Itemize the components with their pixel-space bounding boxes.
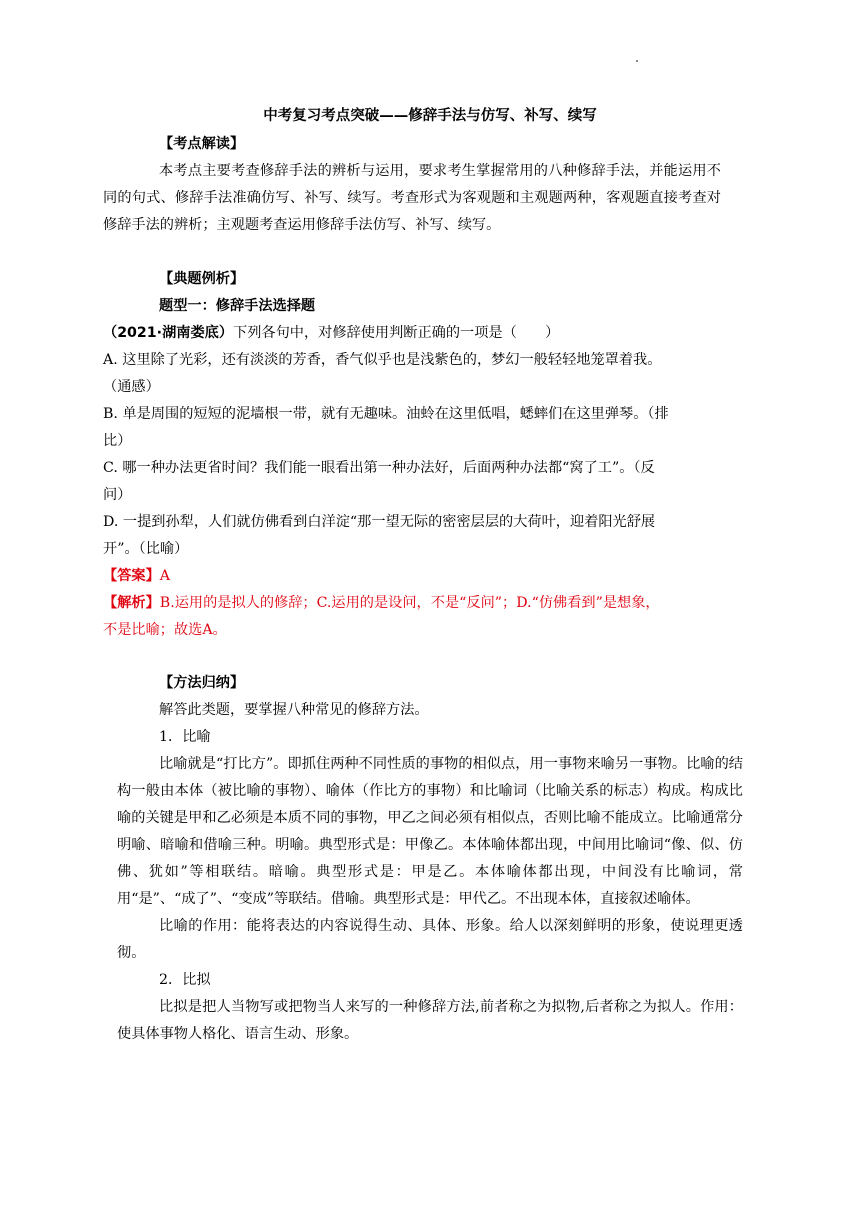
option-a-line2: （通感） (103, 379, 160, 395)
option-b-line1: B. 单是周围的短短的泥墙根一带，就有无趣味。油蛉在这里低唱，蟋蟀们在这里弹琴。（排 (103, 406, 669, 422)
section1-paragraph: 本考点主要考查修辞手法的辨析与运用，要求考生掌握常用的八种修辞手法，并能运用不同的句式、修辞手法准确仿写、补写、续写。考查形式为客观题和主观题两种，客观题直接考查对修辞手法的辨析；主观题考查运用修辞手法仿写、补写、续写。 (103, 163, 721, 233)
analysis-line1 (103, 590, 743, 617)
answer-label: 【答案】 (103, 568, 160, 584)
question-source: （2021·湖南娄底） (103, 325, 234, 341)
option-b-line2: 比） (103, 433, 132, 449)
item1-paragraph1: 比喻就是“打比方”。即抓住两种不同性质的事物的相似点，用一事物来喻另一事物。比喻的结构一般由本体（被比喻的事物）、喻体（作比方的事物）和比喻词（比喻关系的标志）构成。构成比喻的关键是甲和乙必须是本质不同的事物，甲乙之间必须有相似点，否则比喻不能成立。比喻通常分明喻、暗喻和借喻三种。明喻。典型形式是：甲像乙。本体喻体都出现，中间用比喻词“像、似、仿佛、犹如”等相联结。暗喻。典型形式是：甲是乙。本体喻体都出现，中间没有比喻词，常用“是”、“成了”、“变成”等联结。借喻。典型形式是：甲代乙。不出现本体，直接叙述喻体。 (117, 756, 743, 907)
decorative-dot (636, 60, 638, 62)
option-c-line2: 问） (103, 487, 132, 503)
option-a-line1: A. 这里除了光彩，还有淡淡的芳香，香气似乎也是浅紫色的，梦幻一般轻轻地笼罩着我。 (103, 352, 662, 368)
section-example (131, 266, 731, 320)
heading-question-type: 题型一：修辞手法选择题 (159, 298, 316, 314)
option-c-line1: C. 哪一种办法更省时间？我们能一眼看出第一种办法好，后面两种办法都“窝了工”。（反 (103, 460, 655, 476)
answer-line (103, 563, 743, 590)
item2-title: 2．比拟 (159, 972, 211, 988)
section1-body (103, 158, 721, 239)
heading-method: 【方法归纳】 (159, 675, 245, 691)
item1-title: 1．比喻 (159, 729, 211, 745)
section-method (103, 670, 743, 1048)
analysis-line2: 不是比喻；故选A。 (103, 622, 227, 638)
option-d-line1: D. 一提到孙犁，人们就仿佛看到白洋淀“那一望无际的密密层层的大荷叶，迎着阳光舒展 (103, 514, 656, 530)
section-exam-points (131, 131, 731, 158)
analysis-label: 【解析】 (103, 595, 160, 611)
analysis-text-1: B.运用的是拟人的修辞；C.运用的是设问，不是“反问”；D.“仿佛看到”是想象， (159, 595, 660, 611)
heading-exam-points: 【考点解读】 (159, 136, 245, 152)
page-title: 中考复习考点突破——修辞手法与仿写、补写、续写 (263, 108, 597, 124)
answer-value: A (159, 568, 171, 584)
heading-example: 【典题例析】 (159, 271, 245, 287)
question-stem (103, 320, 743, 347)
question-text: 下列各句中，对修辞使用判断正确的一项是（ ） (233, 325, 560, 341)
method-intro: 解答此类题，要掌握八种常见的修辞方法。 (159, 702, 429, 718)
item2-paragraph: 比拟是把人当物写或把物当人来写的一种修辞方法,前者称之为拟物,后者称之为拟人。作用：使具体事物人格化、语言生动、形象。 (117, 999, 743, 1042)
option-d-line2: 开”。（比喻） (103, 541, 189, 557)
item1-paragraph2: 比喻的作用：能将表达的内容说得生动、具体、形象。给人以深刻鲜明的形象，使说理更透彻。 (117, 918, 743, 961)
question-block (103, 320, 743, 644)
